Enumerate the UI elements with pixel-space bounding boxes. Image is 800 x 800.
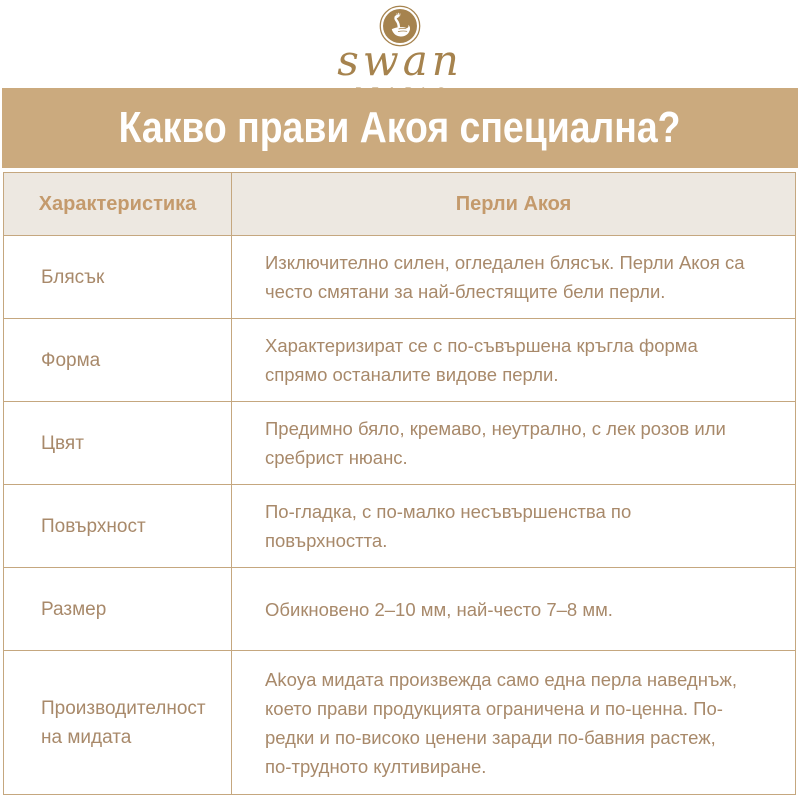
row-value: Обикновено 2–10 мм, най-често 7–8 мм.: [265, 598, 613, 620]
row-value: Изключително силен, огледален блясък. Перли Акоя са често смятани за най-блестящите бели перли.: [265, 252, 745, 302]
row-label: Размер: [4, 568, 232, 650]
brand-script-text: swan: [337, 36, 463, 85]
table-row: [4, 401, 795, 484]
table-row: [4, 318, 795, 401]
row-label: Форма: [4, 319, 232, 401]
table-row: [4, 567, 795, 650]
table-row: [4, 650, 795, 794]
banner: [2, 88, 798, 168]
row-value: Предимно бяло, кремаво, неутрално, с лек розов или сребрист нюанс.: [265, 418, 726, 468]
row-label: Цвят: [4, 402, 232, 484]
row-label: Производителност на мидата: [4, 651, 232, 794]
row-value: Akoya мидата произвежда само една перла наведнъж, което прави продукцията ограничена и по-ценна. По-редки и по-високо ценени заради по-бавния растеж, по-трудното култивиране.: [265, 668, 737, 777]
header-label: Характеристика: [38, 193, 197, 215]
header-label: Перли Акоя: [455, 193, 572, 215]
table-row: [4, 484, 795, 567]
header-cell-akoya: [232, 173, 795, 235]
row-label: Блясък: [4, 236, 232, 318]
page-title: Какво прави Акоя специална?: [119, 103, 681, 152]
comparison-table: [3, 172, 796, 795]
table-header-row: [4, 173, 795, 235]
brand-logo: [0, 5, 800, 98]
row-value: По-гладка, с по-малко несъвършенства по повърхността.: [265, 501, 632, 551]
row-label: Повърхност: [4, 485, 232, 567]
table-row: [4, 235, 795, 318]
row-value: Характеризират се с по-съвършена кръгла форма спрямо останалите видове перли.: [265, 335, 698, 385]
header-cell-characteristic: [4, 173, 232, 235]
